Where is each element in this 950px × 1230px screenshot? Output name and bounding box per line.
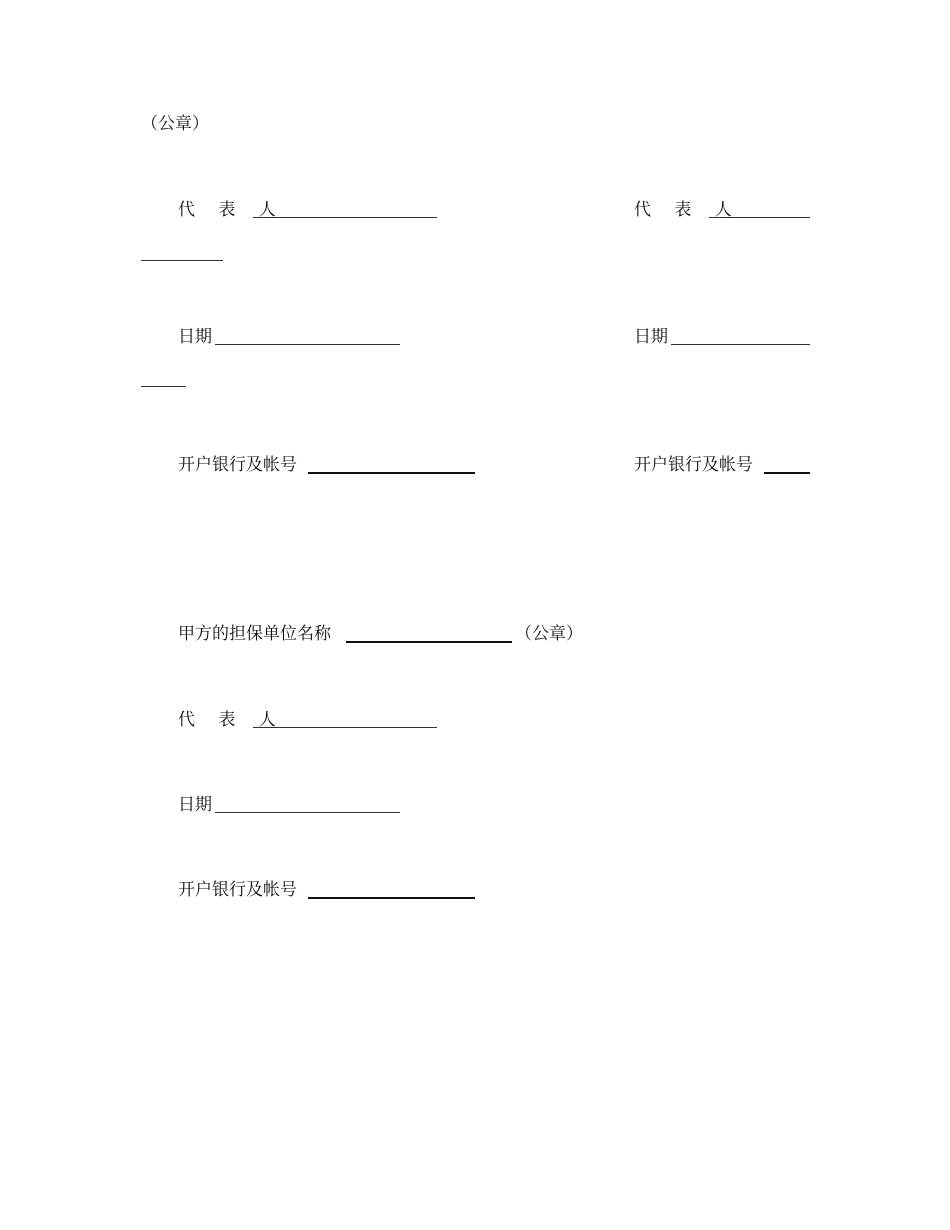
right-date-label: 日期: [634, 327, 668, 347]
guarantor-representative-blank[interactable]: [253, 727, 437, 728]
guarantor-seal-label: （公章）: [515, 624, 583, 644]
guarantor-name-blank[interactable]: [346, 641, 512, 643]
guarantor-bank-account-label: 开户银行及帐号: [178, 880, 297, 900]
right-representative-label: 代 表 人: [634, 200, 741, 220]
right-bank-account-label: 开户银行及帐号: [634, 455, 753, 475]
right-representative-blank-continued[interactable]: [141, 260, 223, 261]
seal-label: （公章）: [141, 114, 209, 134]
left-bank-account-blank[interactable]: [308, 472, 475, 474]
left-bank-account-label: 开户银行及帐号: [178, 455, 297, 475]
left-date-blank[interactable]: [215, 344, 400, 345]
left-representative-blank[interactable]: [253, 217, 437, 218]
left-representative-label: 代 表 人: [178, 200, 285, 220]
right-date-blank-continued[interactable]: [141, 386, 186, 387]
guarantor-representative-label: 代 表 人: [178, 710, 285, 730]
left-date-label: 日期: [178, 327, 212, 347]
right-bank-account-blank[interactable]: [764, 472, 810, 474]
guarantor-date-blank[interactable]: [215, 812, 400, 813]
guarantor-bank-account-blank[interactable]: [308, 897, 475, 899]
right-representative-blank[interactable]: [709, 217, 810, 218]
guarantor-name-label: 甲方的担保单位名称: [178, 624, 331, 644]
right-date-blank[interactable]: [671, 344, 810, 345]
guarantor-date-label: 日期: [178, 795, 212, 815]
